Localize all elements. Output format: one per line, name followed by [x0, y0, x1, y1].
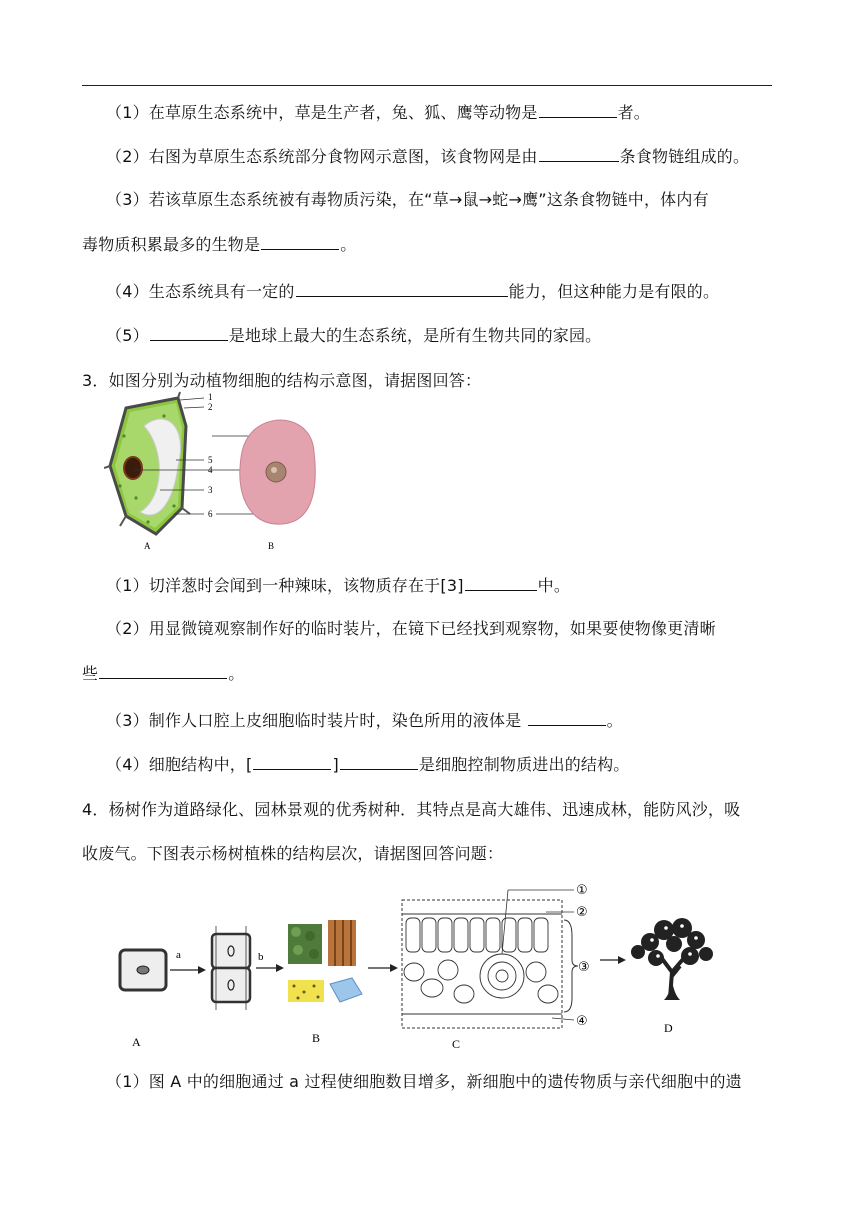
- cell-structure-figure: [104, 386, 324, 556]
- label-c: C: [452, 1037, 461, 1051]
- q2-3-line1: [106, 189, 709, 211]
- q3-3-tail: 。: [606, 711, 623, 730]
- q3-1-blank[interactable]: [465, 574, 537, 591]
- circled-3: ③: [578, 960, 590, 975]
- q2-4-blank[interactable]: [296, 280, 508, 297]
- q3-1-tail: 中。: [537, 576, 571, 595]
- q3-2-text: （2）用显微镜观察制作好的临时装片，在镜下已经找到观察物，如果要使物像更清晰: [106, 619, 716, 638]
- q3-1-line: [106, 574, 570, 597]
- q4-heading-text2: 收废气。下图表示杨树植株的结构层次，请据图回答问题：: [82, 844, 504, 863]
- q2-4-text: （4）生态系统具有一定的: [106, 282, 295, 301]
- q2-4-tail: 能力，但这种能力是有限的。: [508, 282, 720, 301]
- label-b: B: [312, 1031, 321, 1045]
- q3-4-bracket: ]: [332, 755, 339, 774]
- arrow-a-label: a: [176, 949, 181, 961]
- q3-4-line: [106, 753, 630, 776]
- q2-3-line2: [82, 233, 356, 256]
- q2-1-line: [106, 101, 650, 124]
- cell-label-1: 1: [208, 392, 213, 402]
- q3-4-blank2[interactable]: [340, 753, 418, 770]
- q3-2-line2: [82, 662, 244, 685]
- cell-label-4: 4: [208, 465, 213, 475]
- q3-4-tail: 是细胞控制物质进出的结构。: [418, 755, 630, 774]
- q2-3-text: （3）若该草原生态系统被有毒物质污染，在“草→鼠→蛇→鹰”这条食物链中，体内有: [106, 190, 709, 209]
- header-rule: [82, 85, 772, 86]
- q2-3-tail: 。: [340, 235, 357, 254]
- q2-2-tail: 条食物链组成的。: [619, 147, 750, 166]
- q4-heading-line2: [82, 843, 503, 865]
- q3-4-blank1[interactable]: [253, 753, 331, 770]
- q2-5-text: （5）: [106, 326, 149, 345]
- cell-label-3: 3: [208, 485, 213, 495]
- label-a: A: [132, 1035, 141, 1049]
- q2-1-text: （1）在草原生态系统中，草是生产者，兔、狐、鹰等动物是: [106, 103, 538, 122]
- circled-4: ④: [576, 1014, 588, 1029]
- q2-5-blank[interactable]: [150, 324, 228, 341]
- q4-heading-text1: 4．杨树作为道路绿化、园林景观的优秀树种．其特点是高大雄伟、迅速成林，能防风沙，吸: [82, 800, 741, 819]
- plant-hierarchy-figure: [112, 876, 728, 1052]
- cell-caption-a: A: [144, 541, 151, 551]
- circled-1: ①: [576, 883, 588, 898]
- label-d: D: [664, 1021, 673, 1035]
- q2-5-line: [106, 324, 601, 347]
- cell-label-6: 6: [208, 509, 213, 519]
- q4-1-line: [106, 1071, 742, 1093]
- q3-heading-text: 3．如图分别为动植物细胞的结构示意图，请据图回答：: [82, 371, 482, 390]
- cell-label-2: 2: [208, 402, 213, 412]
- q2-3-blank[interactable]: [261, 233, 339, 250]
- q3-1-text: （1）切洋葱时会闻到一种辣味，该物质存在于[3]: [106, 576, 464, 595]
- cell-figure-svg: [104, 386, 324, 556]
- cell-caption-b: B: [268, 541, 275, 551]
- q3-3-blank[interactable]: [528, 709, 606, 726]
- plant-hierarchy-svg: [112, 876, 728, 1052]
- q3-4-text: （4）细胞结构中，[: [106, 755, 253, 774]
- circled-2: ②: [576, 905, 588, 920]
- q2-1-tail: 者。: [617, 103, 650, 122]
- q2-2-blank[interactable]: [539, 145, 619, 162]
- q3-3-text: （3）制作人口腔上皮细胞临时装片时，染色所用的液体是: [106, 711, 527, 730]
- q3-3-line: [106, 709, 623, 732]
- q4-heading-line1: [82, 799, 740, 821]
- q2-3-text2: 毒物质积累最多的生物是: [82, 235, 261, 254]
- q2-5-tail: 是地球上最大的生态系统，是所有生物共同的家园。: [228, 326, 602, 345]
- q4-1-text: （1）图 A 中的细胞通过 a 过程使细胞数目增多，新细胞中的遗传物质与亲代细胞中的遗: [106, 1072, 742, 1091]
- q3-2-blank[interactable]: [99, 662, 227, 679]
- arrow-b-label: b: [258, 951, 264, 963]
- q3-2-line1: [106, 618, 716, 640]
- q2-4-line: [106, 280, 719, 303]
- q3-2-tail: 。: [228, 664, 245, 683]
- q2-1-blank[interactable]: [539, 101, 617, 118]
- q2-2-line: [106, 145, 749, 168]
- q2-2-text: （2）右图为草原生态系统部分食物网示意图，该食物网是由: [106, 147, 538, 166]
- cell-label-5: 5: [208, 455, 213, 465]
- q3-2-text2: 些: [82, 664, 99, 683]
